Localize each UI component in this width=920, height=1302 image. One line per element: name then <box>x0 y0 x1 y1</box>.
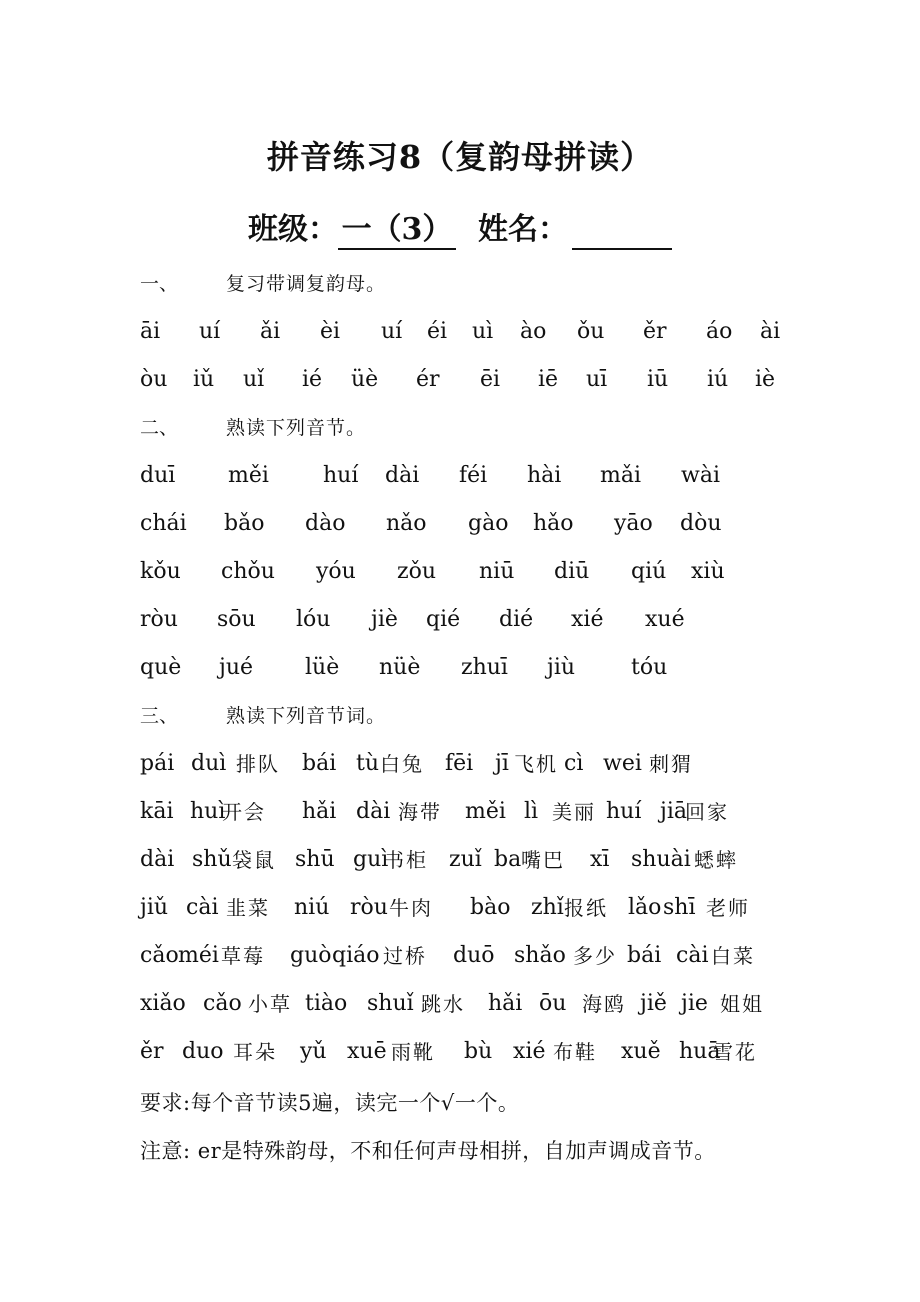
pinyin-syllable: měi <box>228 463 269 488</box>
pinyin-syllable: hǎi <box>488 991 523 1016</box>
pinyin-syllable: měi <box>465 799 506 824</box>
section2-number: 二、 <box>140 417 179 439</box>
pinyin-syllable: zhuī <box>461 655 508 680</box>
hanzi-word: 姐姐 <box>720 992 764 1016</box>
pinyin-syllable: chǒu <box>221 559 275 584</box>
section3-row-7 <box>0 1038 920 1068</box>
hanzi-word: 海带 <box>398 800 442 824</box>
pinyin-syllable: tù <box>356 751 380 776</box>
section1-number: 一、 <box>140 273 179 295</box>
pinyin-syllable: mǎi <box>600 463 642 488</box>
pinyin-syllable: wài <box>681 463 720 488</box>
pinyin-syllable: chái <box>140 511 187 536</box>
pinyin-syllable: xiǎo <box>140 991 186 1016</box>
class-value: 一（3） <box>338 204 456 250</box>
section2-row-3 <box>0 558 920 588</box>
pinyin-syllable: xié <box>571 607 604 632</box>
hanzi-word: 草莓 <box>221 944 265 968</box>
section2-row-2 <box>0 510 920 540</box>
hanzi-word: 嘴巴 <box>521 848 565 872</box>
hanzi-word: 刺猬 <box>649 752 693 776</box>
pinyin-syllable: gào <box>468 511 509 536</box>
pinyin-syllable: duì <box>191 751 227 776</box>
section3-row-3 <box>0 846 920 876</box>
pinyin-syllable: duī <box>140 463 176 488</box>
hanzi-word: 报纸 <box>564 896 608 920</box>
pinyin-syllable: xié <box>513 1039 546 1064</box>
pinyin-syllable: lüè <box>305 655 340 680</box>
requirement-note: 要求:每个音节读5遍，读完一个√一个。 <box>140 1091 520 1115</box>
hanzi-word: 多少 <box>573 944 617 968</box>
pinyin-syllable: bǎo <box>224 511 265 536</box>
hanzi-word: 蟋蟀 <box>694 848 738 872</box>
pinyin-syllable: kǒu <box>140 559 181 584</box>
section2-row-4 <box>0 606 920 636</box>
pinyin-syllable: iǔ <box>193 367 215 392</box>
pinyin-syllable: uì <box>472 319 494 344</box>
pinyin-syllable: jiā <box>660 799 687 824</box>
hanzi-word: 回家 <box>685 800 729 824</box>
pinyin-syllable: bù <box>464 1039 493 1064</box>
pinyin-syllable: wei <box>603 751 642 776</box>
pinyin-syllable: ǒu <box>577 319 605 344</box>
hanzi-word: 布鞋 <box>553 1040 597 1064</box>
pinyin-syllable: ròu <box>350 895 388 920</box>
hanzi-word: 飞机 <box>514 752 558 776</box>
pinyin-syllable: ié <box>302 367 323 392</box>
pinyin-syllable: zhǐ <box>531 895 564 920</box>
pinyin-syllable: jiù <box>547 655 576 680</box>
pinyin-syllable: què <box>140 655 182 680</box>
pinyin-syllable: niú <box>294 895 330 920</box>
pinyin-syllable: ēi <box>480 367 501 392</box>
pinyin-syllable: shuǐ <box>367 991 414 1016</box>
pinyin-syllable: ba <box>494 847 522 872</box>
pinyin-syllable: tiào <box>305 991 348 1016</box>
section1-row-2 <box>0 366 920 396</box>
section1-header <box>0 270 920 300</box>
pinyin-syllable: qié <box>426 607 461 632</box>
section3-header <box>0 702 920 732</box>
pinyin-syllable: ào <box>520 319 547 344</box>
pinyin-syllable: òu <box>140 367 168 392</box>
section3-number: 三、 <box>140 705 179 727</box>
pinyin-syllable: dié <box>499 607 534 632</box>
hanzi-word: 书柜 <box>384 848 428 872</box>
pinyin-syllable: yóu <box>316 559 356 584</box>
pinyin-syllable: jī <box>495 751 509 776</box>
pinyin-syllable: ròu <box>140 607 178 632</box>
pinyin-syllable: zuǐ <box>449 847 482 872</box>
pinyin-syllable: hǎi <box>302 799 337 824</box>
pinyin-syllable: iē <box>538 367 559 392</box>
section3-title: 熟读下列音节词。 <box>226 705 387 727</box>
pinyin-syllable: hǎo <box>533 511 574 536</box>
section3-row-5 <box>0 942 920 972</box>
name-blank <box>572 214 672 250</box>
pinyin-syllable: uī <box>586 367 608 392</box>
pinyin-syllable: huí <box>606 799 642 824</box>
hanzi-word: 美丽 <box>552 800 596 824</box>
pinyin-syllable: cài <box>186 895 219 920</box>
hanzi-word: 小草 <box>248 992 292 1016</box>
hanzi-word: 开会 <box>222 800 266 824</box>
pinyin-syllable: xuē <box>347 1039 387 1064</box>
section3-row-4 <box>0 894 920 924</box>
pinyin-syllable: duō <box>453 943 495 968</box>
pinyin-syllable: shū <box>295 847 335 872</box>
pinyin-syllable: fēi <box>445 751 474 776</box>
section3-row-6 <box>0 990 920 1020</box>
pinyin-syllable: méi <box>178 943 219 968</box>
pinyin-syllable: üè <box>351 367 379 392</box>
pinyin-syllable: shǔ <box>192 847 232 872</box>
section3-row-2 <box>0 798 920 828</box>
name-label: 姓名： <box>478 212 568 247</box>
pinyin-syllable: sōu <box>217 607 256 632</box>
section3-row-1 <box>0 750 920 780</box>
pinyin-syllable: iè <box>755 367 776 392</box>
section2-row-1 <box>0 462 920 492</box>
hanzi-word: 牛肉 <box>389 896 433 920</box>
pinyin-syllable: iú <box>707 367 729 392</box>
pinyin-syllable: uǐ <box>243 367 265 392</box>
pinyin-syllable: iū <box>647 367 669 392</box>
pinyin-syllable: shǎo <box>514 943 566 968</box>
pinyin-syllable: yāo <box>614 511 653 536</box>
pinyin-syllable: ōu <box>539 991 567 1016</box>
section2-title: 熟读下列音节。 <box>226 417 367 439</box>
pinyin-syllable: guò <box>290 943 332 968</box>
pinyin-syllable: dòu <box>680 511 722 536</box>
hanzi-word: 白兔 <box>380 752 424 776</box>
pinyin-syllable: hài <box>527 463 562 488</box>
pinyin-syllable: jiě <box>640 991 667 1016</box>
pinyin-syllable: cài <box>676 943 709 968</box>
pinyin-syllable: xī <box>590 847 610 872</box>
section1-row-1 <box>0 318 920 348</box>
notice-note: 注意: er是特殊韵母，不和任何声母相拼，自加声调成音节。 <box>140 1139 716 1163</box>
pinyin-syllable: huì <box>190 799 226 824</box>
pinyin-syllable: qiáo <box>332 943 380 968</box>
pinyin-syllable: dài <box>385 463 420 488</box>
pinyin-syllable: pái <box>140 751 175 776</box>
class-name-line <box>0 204 920 250</box>
pinyin-syllable: áo <box>706 319 733 344</box>
pinyin-syllable: yǔ <box>300 1039 327 1064</box>
hanzi-word: 雨靴 <box>391 1040 435 1064</box>
pinyin-syllable: bào <box>470 895 511 920</box>
pinyin-syllable: lǎo <box>628 895 662 920</box>
hanzi-word: 雪花 <box>713 1040 757 1064</box>
section2-header <box>0 414 920 444</box>
pinyin-syllable: dài <box>356 799 391 824</box>
section2-row-5 <box>0 654 920 684</box>
section1-title: 复习带调复韵母。 <box>226 273 387 295</box>
pinyin-syllable: guì <box>353 847 389 872</box>
pinyin-syllable: lì <box>524 799 539 824</box>
pinyin-syllable: dào <box>305 511 346 536</box>
pinyin-syllable: shī <box>663 895 696 920</box>
pinyin-syllable: jué <box>219 655 254 680</box>
pinyin-syllable: diū <box>554 559 590 584</box>
pinyin-syllable: uí <box>381 319 403 344</box>
pinyin-syllable: jie <box>681 991 708 1016</box>
pinyin-syllable: zǒu <box>397 559 437 584</box>
pinyin-syllable: shuài <box>631 847 691 872</box>
pinyin-syllable: lóu <box>296 607 331 632</box>
hanzi-word: 韭菜 <box>226 896 270 920</box>
pinyin-syllable: cì <box>564 751 584 776</box>
pinyin-syllable: ěr <box>643 319 667 344</box>
pinyin-syllable: nǎo <box>386 511 427 536</box>
pinyin-syllable: ér <box>416 367 440 392</box>
pinyin-syllable: ěr <box>140 1039 164 1064</box>
pinyin-syllable: xiù <box>691 559 725 584</box>
pinyin-syllable: xué <box>645 607 685 632</box>
hanzi-word: 排队 <box>236 752 280 776</box>
pinyin-syllable: féi <box>459 463 488 488</box>
pinyin-syllable: āi <box>140 319 161 344</box>
pinyin-syllable: niū <box>479 559 515 584</box>
pinyin-syllable: huí <box>323 463 359 488</box>
pinyin-syllable: jiè <box>371 607 398 632</box>
hanzi-word: 跳水 <box>421 992 465 1016</box>
hanzi-word: 老师 <box>706 896 750 920</box>
hanzi-word: 过桥 <box>383 944 427 968</box>
pinyin-syllable: uí <box>199 319 221 344</box>
pinyin-syllable: jiǔ <box>140 895 169 920</box>
pinyin-syllable: ài <box>760 319 781 344</box>
hanzi-word: 海鸥 <box>582 992 626 1016</box>
pinyin-syllable: dài <box>140 847 175 872</box>
pinyin-syllable: qiú <box>631 559 667 584</box>
pinyin-syllable: huā <box>679 1039 721 1064</box>
hanzi-word: 耳朵 <box>233 1040 277 1064</box>
pinyin-syllable: tóu <box>631 655 668 680</box>
pinyin-syllable: cǎo <box>203 991 242 1016</box>
pinyin-syllable: bái <box>627 943 662 968</box>
pinyin-syllable: bái <box>302 751 337 776</box>
pinyin-syllable: xuě <box>621 1039 661 1064</box>
hanzi-word: 白菜 <box>711 944 755 968</box>
pinyin-syllable: éi <box>427 319 448 344</box>
pinyin-syllable: duo <box>182 1039 224 1064</box>
pinyin-syllable: èi <box>320 319 341 344</box>
pinyin-syllable: nüè <box>379 655 421 680</box>
hanzi-word: 袋鼠 <box>232 848 276 872</box>
pinyin-syllable: cǎo <box>140 943 179 968</box>
class-label: 班级： <box>248 212 338 247</box>
page-title: 拼音练习8（复韵母拼读） <box>266 138 654 176</box>
pinyin-syllable: ǎi <box>260 319 281 344</box>
pinyin-syllable: kāi <box>140 799 174 824</box>
